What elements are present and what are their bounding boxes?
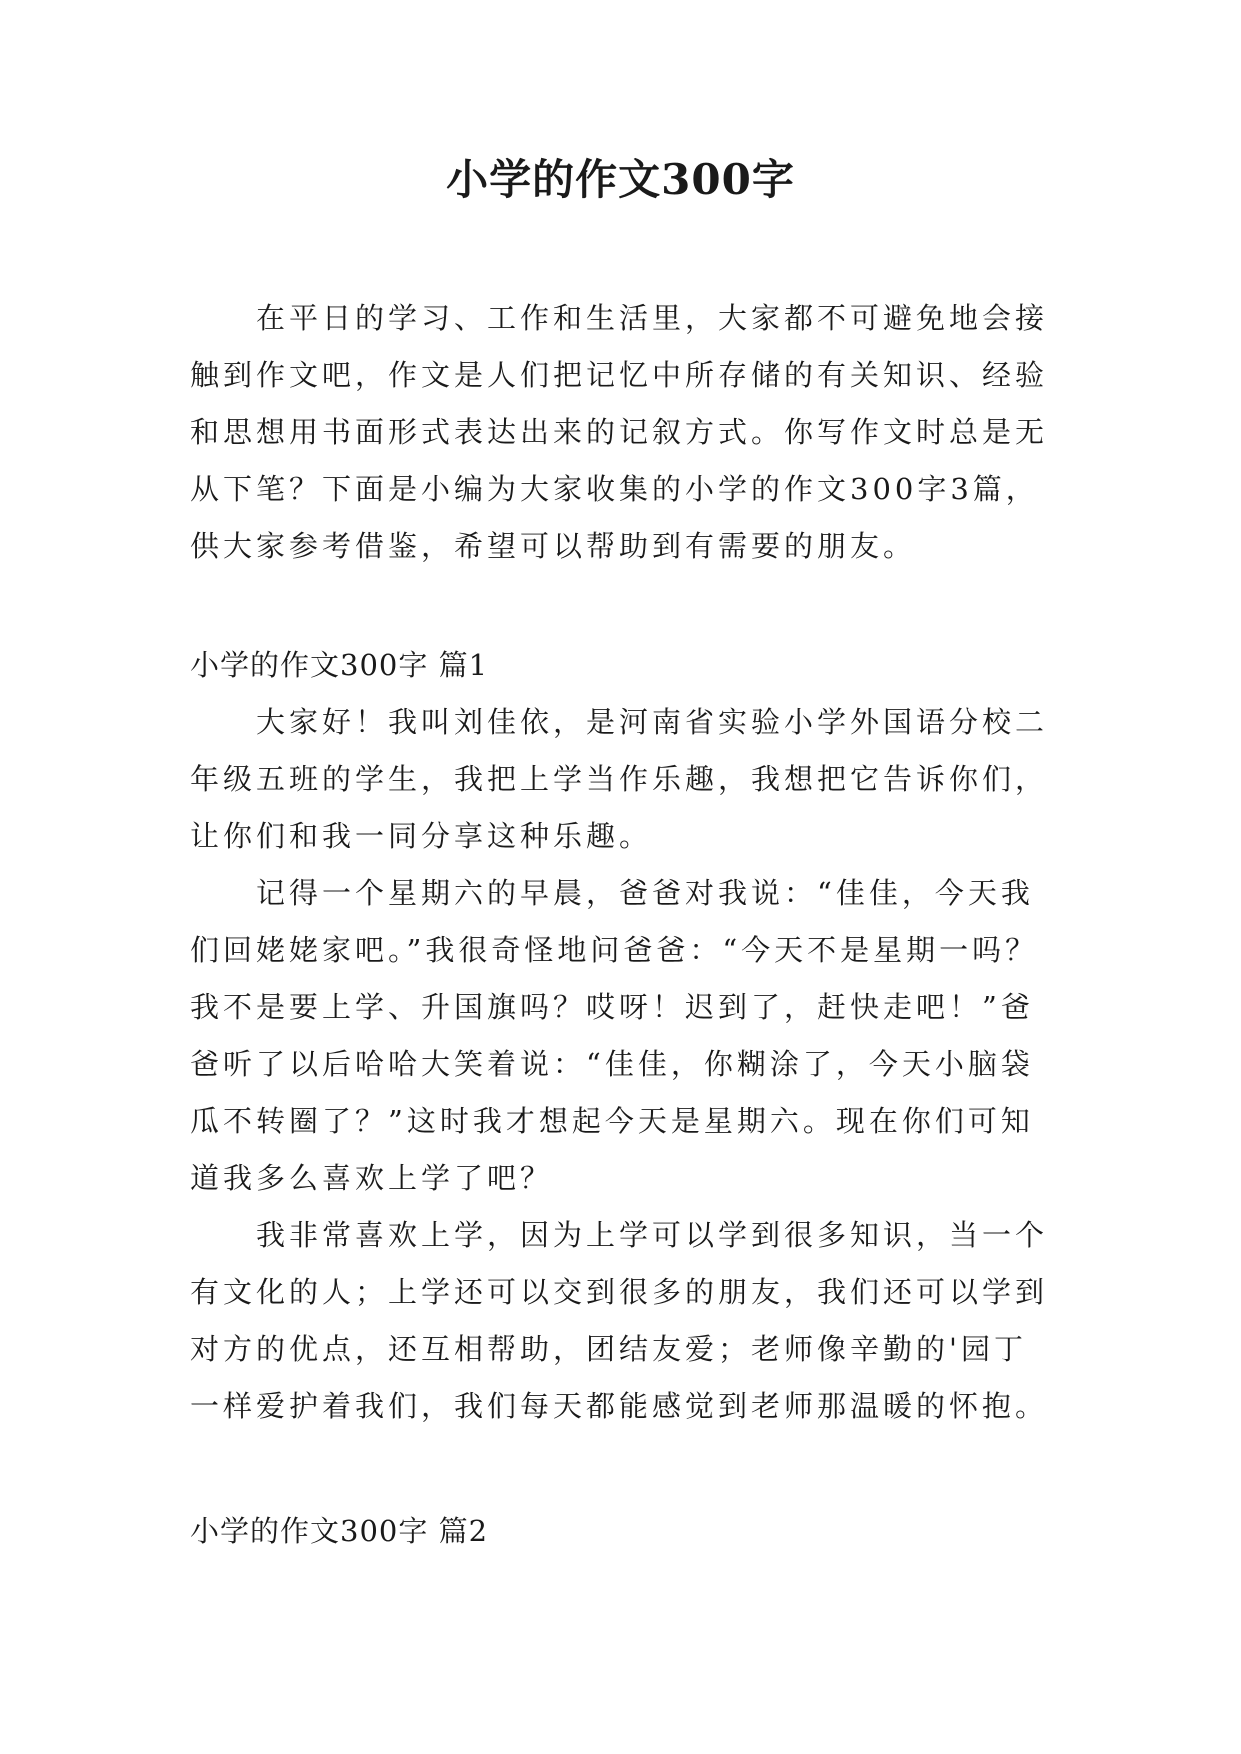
text-line: 大家好！我叫刘佳依，是河南省实验小学外国语分校二	[256, 705, 1049, 739]
text-line: 有文化的人；上学还可以交到很多的朋友，我们还可以学到	[190, 1275, 1049, 1309]
paragraph	[190, 1207, 1050, 1435]
text-line: 从下笔？下面是小编为大家收集的小学的作文300字3篇，	[190, 472, 1039, 506]
text-line: 我非常喜欢上学，因为上学可以学到很多知识，当一个	[256, 1218, 1049, 1252]
text-line: 供大家参考借鉴，希望可以帮助到有需要的朋友。	[190, 529, 917, 563]
text-line: 和思想用书面形式表达出来的记叙方式。你写作文时总是无	[190, 415, 1049, 449]
text-line: 年级五班的学生，我把上学当作乐趣，我想把它告诉你们，	[190, 762, 1049, 796]
text-line: 我不是要上学、升国旗吗？哎呀！迟到了，赶快走吧！”爸	[190, 990, 1034, 1024]
page-title: 小学的作文300字	[446, 155, 795, 204]
paragraph	[190, 865, 1050, 1207]
text-line: 对方的优点，还互相帮助，团结友爱；老师像辛勤的'园丁	[190, 1332, 1027, 1366]
paragraph	[190, 694, 1050, 865]
text-line: 们回姥姥家吧。”我很奇怪地问爸爸：“今天不是星期一吗？	[190, 933, 1039, 967]
text-line: 瓜不转圈了？”这时我才想起今天是星期六。现在你们可知	[190, 1104, 1034, 1138]
text-line: 一样爱护着我们，我们每天都能感觉到老师那温暖的怀抱。	[190, 1389, 1049, 1423]
text-line: 道我多么喜欢上学了吧？	[190, 1161, 554, 1195]
section-heading-1: 小学的作文300字 篇1	[190, 648, 489, 682]
text-line: 在平日的学习、工作和生活里，大家都不可避免地会接	[256, 301, 1049, 335]
text-line: 爸听了以后哈哈大笑着说：“佳佳，你糊涂了，今天小脑袋	[190, 1047, 1034, 1081]
section-body-1	[190, 694, 1050, 1435]
section-heading-2: 小学的作文300字 篇2	[190, 1514, 489, 1548]
text-line: 让你们和我一同分享这种乐趣。	[190, 819, 653, 853]
text-line: 记得一个星期六的早晨，爸爸对我说：“佳佳，今天我	[256, 876, 1034, 910]
intro-paragraph	[190, 290, 1050, 575]
text-line: 触到作文吧，作文是人们把记忆中所存储的有关知识、经验	[190, 358, 1049, 392]
